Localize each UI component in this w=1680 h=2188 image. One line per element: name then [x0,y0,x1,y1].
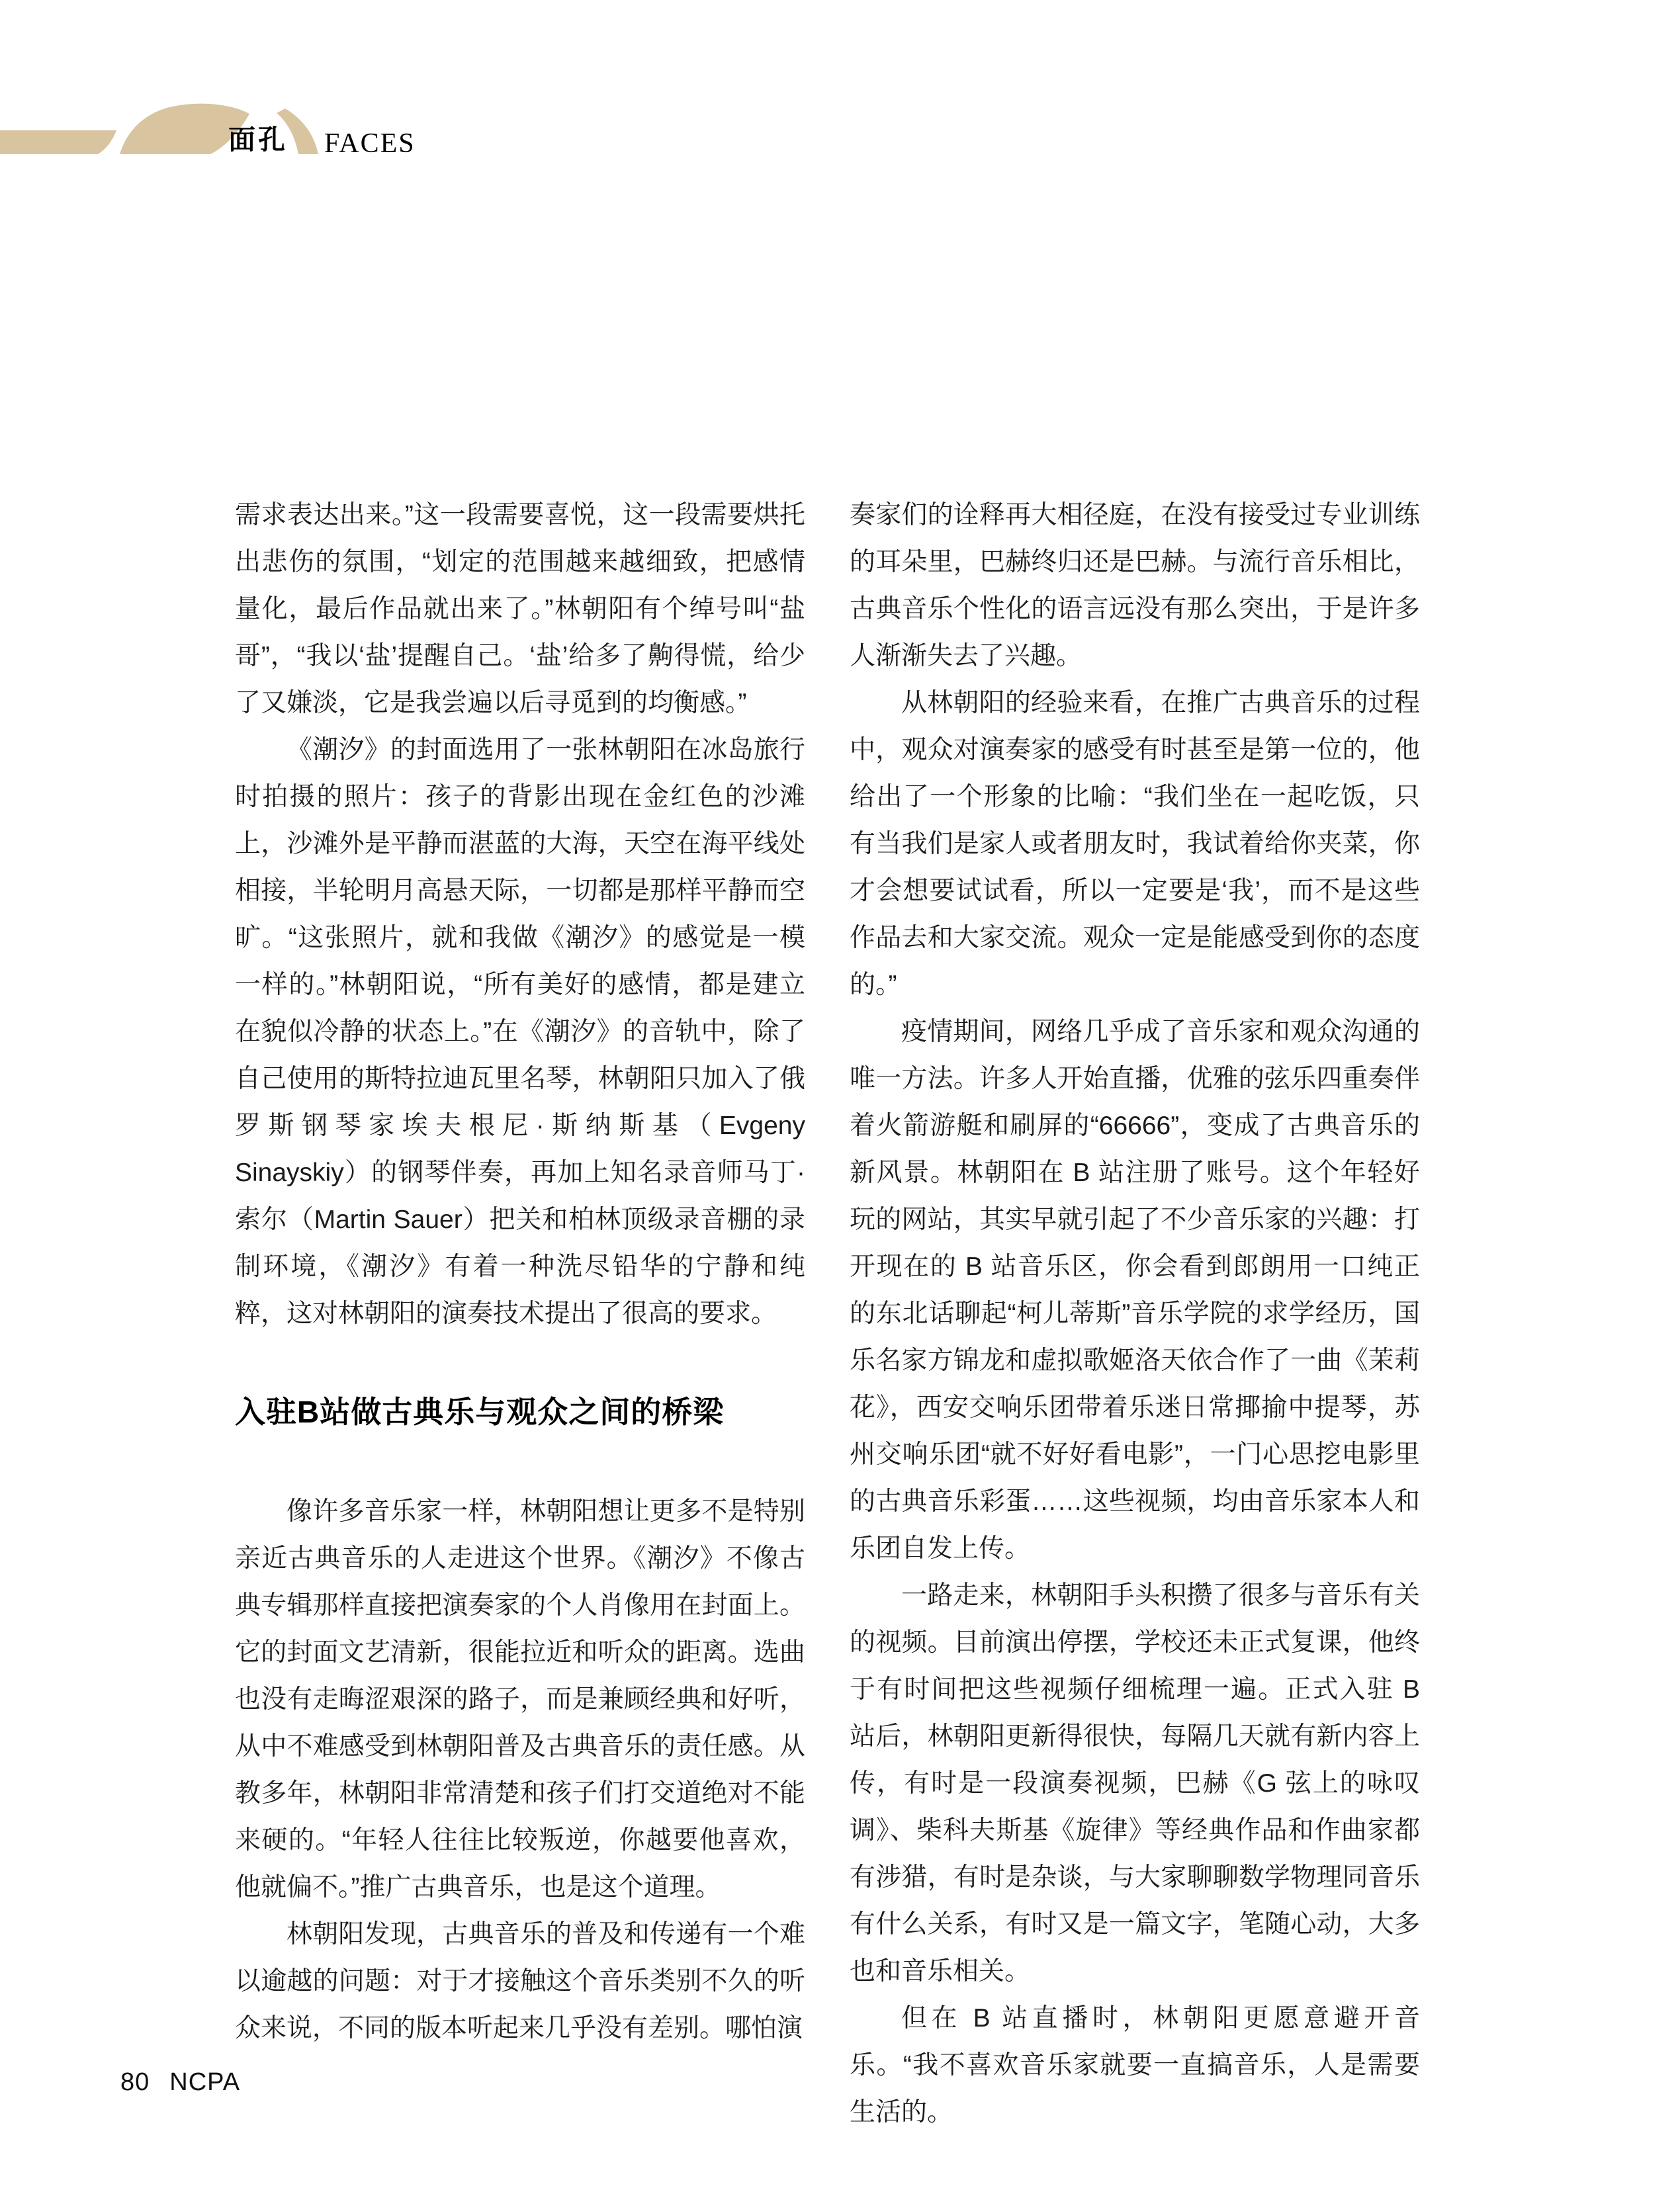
masthead-title-cn: 面孔 [228,124,288,155]
body-paragraph: 奏家们的诠释再大相径庭，在没有接受过专业训练的耳朵里，巴赫终归还是巴赫。与流行音乐相比，古典音乐个性化的语言远没有那么突出，于是许多人渐渐失去了兴趣。 [850,501,1420,670]
body-paragraph: 但在 B 站直播时，林朝阳更愿意避开音乐。“我不喜欢音乐家就要一直搞音乐，人是需要生活的。 [850,2004,1420,2126]
masthead-title-en: FACES [324,128,416,159]
article-left-column [235,492,805,2052]
body-paragraph: 《潮汐》的封面选用了一张林朝阳在冰岛旅行时拍摄的照片：孩子的背影出现在金红色的沙滩上，沙滩外是平静而湛蓝的大海，天空在海平线处相接，半轮明月高悬天际，一切都是那样平静而空旷。“这张照片，就和我做《潮汐》的感觉是一模一样的。”林朝阳说，“所有美好的感情，都是建立在貌似冷静的状态上。”在《潮汐》的音轨中，除了自己使用的斯特拉迪瓦里名琴，林朝阳只加入了俄罗斯钢琴家埃夫根尼·斯纳斯基（Evgeny Sinayskiy）的钢琴伴奏，再加上知名录音师马丁·索尔（Martin Sauer）把关和柏林顶级录音棚的录制环境，《潮汐》有着一种洗尽铅华的宁静和纯粹，这对林朝阳的演奏技术提出了很高的要求。 [235,736,805,1328]
body-paragraph: 像许多音乐家一样，林朝阳想让更多不是特别亲近古典音乐的人走进这个世界。《潮汐》不像古典专辑那样直接把演奏家的个人肖像用在封面上。它的封面文艺清新，很能拉近和听众的距离。选曲也没有走晦涩艰深的路子，而是兼顾经典和好听，从中不难感受到林朝阳普及古典音乐的责任感。从教多年，林朝阳非常清楚和孩子们打交道绝对不能来硬的。“年轻人往往比较叛逆，你越要他喜欢，他就偏不。”推广古典音乐，也是这个道理。 [235,1497,805,1902]
body-paragraph: 林朝阳发现，古典音乐的普及和传递有一个难以逾越的问题：对于才接触这个音乐类别不久的听众来说，不同的版本听起来几乎没有差别。哪怕演 [235,1920,805,2042]
section-heading: 入驻B站做古典乐与观众之间的桥梁 [235,1395,725,1429]
page-number: 80 [120,2068,150,2096]
magazine-brand: NCPA [169,2068,241,2096]
page-footer [120,2070,240,2095]
body-paragraph: 疫情期间，网络几乎成了音乐家和观众沟通的唯一方法。许多人开始直播，优雅的弦乐四重奏伴着火箭游艇和刷屏的“66666”，变成了古典音乐的新风景。林朝阳在 B 站注册了账号。这个年轻好玩的网站，其实早就引起了不少音乐家的兴趣：打开现在的 B 站音乐区，你会看到郎朗用一口纯正的东北话聊起“柯儿蒂斯”音乐学院的求学经历，国乐名家方锦龙和虚拟歌姬洛天依合作了一曲《茉莉花》，西安交响乐团带着乐迷日常揶揄中提琴，苏州交响乐团“就不好好看电影”，一门心思挖电影里的古典音乐彩蛋……这些视频，均由音乐家本人和乐团自发上传。 [850,1018,1420,1563]
article-right-column [850,492,1420,2136]
body-paragraph: 一路走来，林朝阳手头积攒了很多与音乐有关的视频。目前演出停摆，学校还未正式复课，他终于有时间把这些视频仔细梳理一遍。正式入驻 B 站后，林朝阳更新得很快，每隔几天就有新内容上传，有时是一段演奏视频，巴赫《G 弦上的咏叹调》、柴科夫斯基《旋律》等经典作品和作曲家都有涉猎，有时是杂谈，与大家聊聊数学物理同音乐有什么关系，有时又是一篇文字，笔随心动，大多也和音乐相关。 [850,1581,1420,1986]
body-paragraph: 从林朝阳的经验来看，在推广古典音乐的过程中，观众对演奏家的感受有时甚至是第一位的，他给出了一个形象的比喻：“我们坐在一起吃饭，只有当我们是家人或者朋友时，我试着给你夹菜，你才会想要试试看，所以一定要是‘我’，而不是这些作品去和大家交流。观众一定是能感受到你的态度的。” [850,689,1420,999]
masthead-bar-shape [0,130,116,154]
body-paragraph: 需求表达出来。”这一段需要喜悦，这一段需要烘托出悲伤的氛围，“划定的范围越来越细致，把感情量化，最后作品就出来了。”林朝阳有个绰号叫“盐哥”，“我以‘盐’提醒自己。‘盐’给多了齁得慌，给少了又嫌淡，它是我尝遍以后寻觅到的均衡感。” [235,501,805,717]
